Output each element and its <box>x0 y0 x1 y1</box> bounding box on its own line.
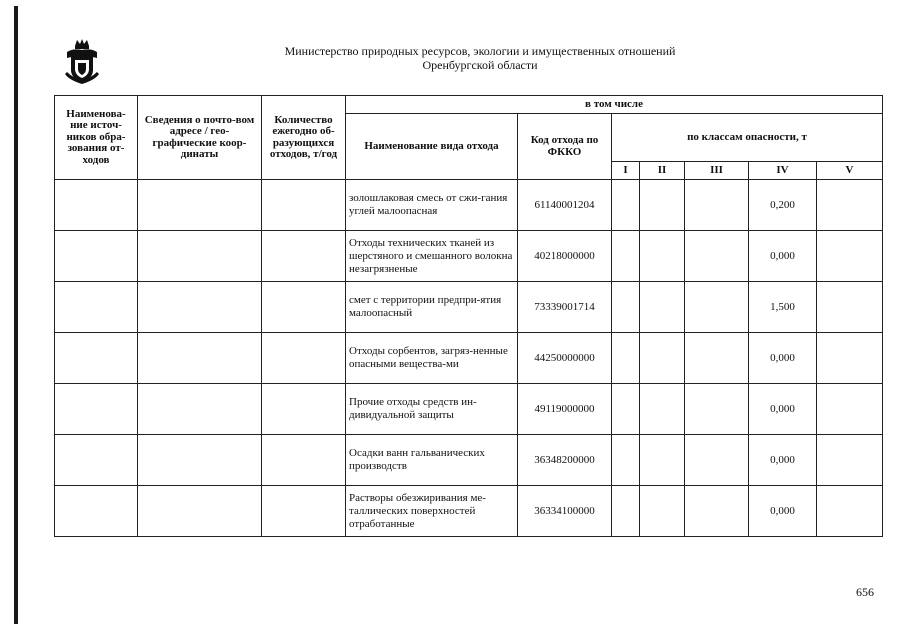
quantity-cell <box>262 384 346 435</box>
source-cell <box>55 231 138 282</box>
source-cell <box>55 282 138 333</box>
address-cell <box>138 282 262 333</box>
waste-name-cell: Отходы технических тканей из шерстяного и смешанного волокна незагрязненые <box>346 231 518 282</box>
address-cell <box>138 333 262 384</box>
fkko-code-cell: 61140001204 <box>518 180 612 231</box>
class-2-cell <box>640 282 685 333</box>
class-2-cell <box>640 231 685 282</box>
header-source-name: Наименова-ние источ-ников обра-зования от-ходов <box>55 96 138 180</box>
fkko-code-cell: 36348200000 <box>518 435 612 486</box>
header-including: в том числе <box>346 96 883 114</box>
class-2-cell <box>640 435 685 486</box>
class-1-cell <box>612 282 640 333</box>
table-row <box>55 231 883 282</box>
header-class-3: III <box>685 162 749 180</box>
address-cell <box>138 231 262 282</box>
source-cell <box>55 435 138 486</box>
fkko-code-cell: 40218000000 <box>518 231 612 282</box>
waste-name-cell: Прочие отходы средств ин-дивидуальной защиты <box>346 384 518 435</box>
header-fkko-code: Код отхода по ФККО <box>518 114 612 180</box>
class-5-cell <box>817 282 883 333</box>
waste-name-cell: Отходы сорбентов, загряз-ненные опасными вещества-ми <box>346 333 518 384</box>
address-cell <box>138 435 262 486</box>
header-class-1: I <box>612 162 640 180</box>
class-2-cell <box>640 333 685 384</box>
class-5-cell <box>817 384 883 435</box>
waste-name-cell: Растворы обезжиривания ме-таллических поверхностей отработанные <box>346 486 518 537</box>
ministry-header <box>150 44 810 72</box>
class-1-cell <box>612 486 640 537</box>
class-4-cell: 0,000 <box>749 333 817 384</box>
class-1-cell <box>612 231 640 282</box>
class-1-cell <box>612 384 640 435</box>
header-waste-name: Наименование вида отхода <box>346 114 518 180</box>
table-row <box>55 486 883 537</box>
class-3-cell <box>685 282 749 333</box>
quantity-cell <box>262 231 346 282</box>
class-4-cell: 0,000 <box>749 384 817 435</box>
class-3-cell <box>685 435 749 486</box>
class-4-cell: 0,000 <box>749 435 817 486</box>
fkko-code-cell: 44250000000 <box>518 333 612 384</box>
address-cell <box>138 486 262 537</box>
class-4-cell: 0,000 <box>749 486 817 537</box>
class-3-cell <box>685 486 749 537</box>
source-cell <box>55 384 138 435</box>
table-row <box>55 180 883 231</box>
class-5-cell <box>817 231 883 282</box>
quantity-cell <box>262 282 346 333</box>
class-3-cell <box>685 231 749 282</box>
quantity-cell <box>262 180 346 231</box>
class-2-cell <box>640 180 685 231</box>
table-row <box>55 384 883 435</box>
address-cell <box>138 180 262 231</box>
page-number: 656 <box>856 585 874 599</box>
class-5-cell <box>817 435 883 486</box>
class-4-cell: 0,200 <box>749 180 817 231</box>
header-hazard-classes: по классам опасности, т <box>612 114 883 162</box>
header-quantity: Количество ежегодно об-разующихся отходов, т/год <box>262 96 346 180</box>
waste-name-cell: Осадки ванн гальванических производств <box>346 435 518 486</box>
region-name: Оренбургской области <box>422 58 538 72</box>
header-class-2: II <box>640 162 685 180</box>
table-row <box>55 282 883 333</box>
quantity-cell <box>262 435 346 486</box>
ministry-name: Министерство природных ресурсов, экологии и имущественных отношений <box>284 44 676 58</box>
class-5-cell <box>817 333 883 384</box>
source-cell <box>55 486 138 537</box>
source-cell <box>55 333 138 384</box>
class-3-cell <box>685 180 749 231</box>
fkko-code-cell: 49119000000 <box>518 384 612 435</box>
class-2-cell <box>640 486 685 537</box>
source-cell <box>55 180 138 231</box>
fkko-code-cell: 36334100000 <box>518 486 612 537</box>
header-address: Сведения о почто-вом адресе / гео-графические коор-динаты <box>138 96 262 180</box>
class-1-cell <box>612 435 640 486</box>
header-class-4: IV <box>749 162 817 180</box>
scan-edge-line <box>14 6 18 624</box>
fkko-code-cell: 73339001714 <box>518 282 612 333</box>
table-row <box>55 333 883 384</box>
class-5-cell <box>817 486 883 537</box>
class-1-cell <box>612 333 640 384</box>
class-3-cell <box>685 333 749 384</box>
waste-name-cell: золошлаковая смесь от сжи-гания углей малоопасная <box>346 180 518 231</box>
quantity-cell <box>262 333 346 384</box>
address-cell <box>138 384 262 435</box>
class-4-cell: 0,000 <box>749 231 817 282</box>
class-1-cell <box>612 180 640 231</box>
class-2-cell <box>640 384 685 435</box>
class-5-cell <box>817 180 883 231</box>
coat-of-arms-icon <box>63 38 101 84</box>
waste-name-cell: смет с территории предпри-ятия малоопасный <box>346 282 518 333</box>
quantity-cell <box>262 486 346 537</box>
class-3-cell <box>685 384 749 435</box>
table-row <box>55 435 883 486</box>
waste-table <box>54 95 883 537</box>
header-class-5: V <box>817 162 883 180</box>
class-4-cell: 1,500 <box>749 282 817 333</box>
